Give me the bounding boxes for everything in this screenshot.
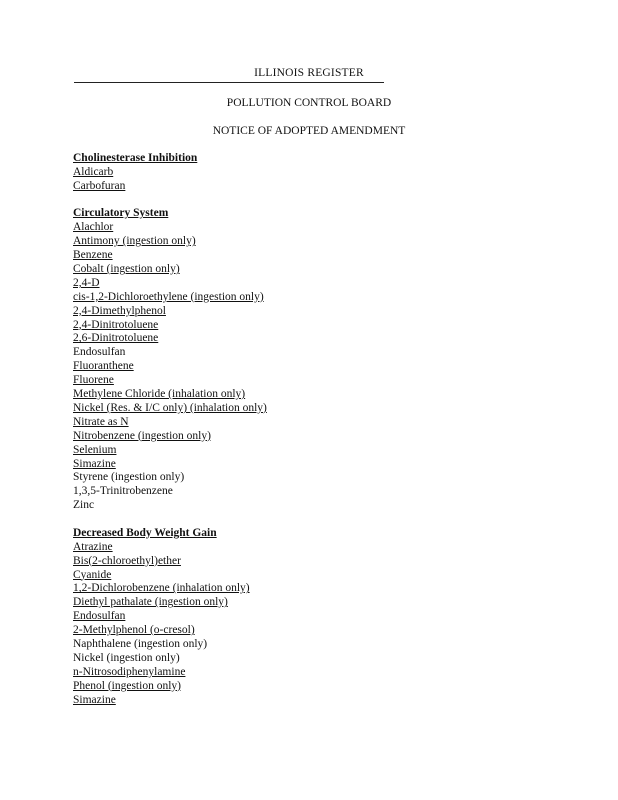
list-item: 1,3,5-Trinitrobenzene [73,485,173,498]
list-item: cis-1,2-Dichloroethylene (ingestion only) [73,290,264,303]
list-item: Benzene [73,249,113,262]
notice-title: NOTICE OF ADOPTED AMENDMENT [212,125,406,137]
list-item: Fluorene [73,374,114,387]
list-item: n-Nitrosodiphenylamine [73,665,186,678]
board-title: POLLUTION CONTROL BOARD [226,97,392,109]
list-item: Phenol (ingestion only) [73,679,181,692]
list-item: Nitrobenzene (ingestion only) [73,429,211,442]
list-item: 2,6-Dinitrotoluene [73,332,159,345]
list-item: Carbofuran [73,179,126,192]
list-item: Styrene (ingestion only) [73,471,185,484]
list-item: Atrazine [73,540,113,553]
section-heading: Decreased Body Weight Gain [73,526,217,539]
list-item: Zinc [73,499,95,512]
list-item: Methylene Chloride (inhalation only) [73,388,246,401]
list-item: 2,4-Dimethylphenol [73,304,166,317]
list-item: 2-Methylphenol (o-cresol) [73,624,195,637]
section [73,527,573,708]
list-item: Selenium [73,443,117,456]
section [73,207,573,513]
list-item: Simazine [73,457,116,470]
document-body [73,152,573,721]
list-item: Endosulfan [73,346,126,359]
list-item: Naphthalene (ingestion only) [73,637,208,650]
list-item: 1,2-Dichlorobenzene (inhalation only) [73,582,250,595]
list-item: Bis(2-chloroethyl)ether [73,554,181,567]
list-item: Fluoranthene [73,360,134,373]
list-item: 2,4-D [73,276,100,289]
list-item: Antimony (ingestion only) [73,235,196,248]
section-heading: Cholinesterase Inhibition [73,152,198,164]
list-item: Nickel (Res. & I/C only) (inhalation only) [73,401,267,414]
list-item: Cobalt (ingestion only) [73,263,180,276]
list-item: Diethyl pathalate (ingestion only) [73,596,228,609]
list-item: Alachlor [73,221,114,234]
list-item: Aldicarb [73,165,114,178]
list-item: 2,4-Dinitrotoluene [73,318,159,331]
list-item: Nickel (ingestion only) [73,651,180,664]
list-item: Cyanide [73,568,112,581]
list-item: Nitrate as N [73,415,129,428]
section-heading: Circulatory System [73,207,169,220]
section [73,152,573,194]
register-title: ILLINOIS REGISTER [254,67,364,79]
list-item: Endosulfan [73,610,126,623]
list-item: Simazine [73,693,116,706]
